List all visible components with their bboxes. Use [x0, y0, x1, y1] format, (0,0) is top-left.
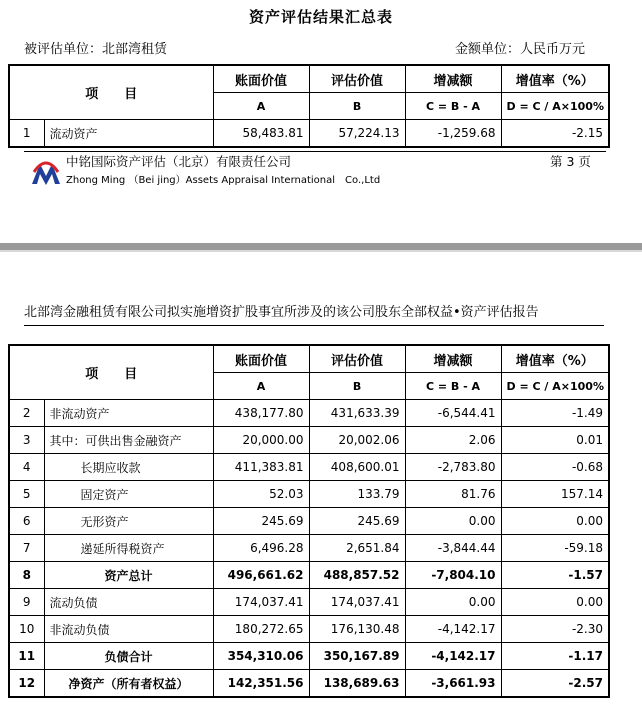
- row-item: 净资产（所有者权益）: [44, 670, 213, 698]
- header-item: 项 目: [9, 65, 213, 120]
- row-appraised: 176,130.48: [309, 616, 405, 643]
- header-code-d: D = C / A×100%: [501, 93, 609, 120]
- row-item: 资产总计: [44, 562, 213, 589]
- header-appraised-value: 评估价值: [309, 345, 405, 373]
- row-book: 411,383.81: [213, 454, 309, 481]
- row-change: 81.76: [405, 481, 501, 508]
- header-rate: 增值率（%）: [501, 65, 609, 93]
- row-appraised: 20,002.06: [309, 427, 405, 454]
- row-appraised: 350,167.89: [309, 643, 405, 670]
- row-book: 6,496.28: [213, 535, 309, 562]
- row-appraised: 2,651.84: [309, 535, 405, 562]
- header-appraised-value: 评估价值: [309, 65, 405, 93]
- row-item: 非流动负债: [44, 616, 213, 643]
- table-row-total: [9, 643, 609, 670]
- row-rate: -1.17: [501, 643, 609, 670]
- row-no: 6: [9, 508, 44, 535]
- row-change: -2,783.80: [405, 454, 501, 481]
- report-header-divider: [24, 325, 604, 326]
- row-change: -1,259.68: [405, 120, 501, 148]
- table-row: [9, 589, 609, 616]
- row-no: 4: [9, 454, 44, 481]
- table-row-total: [9, 670, 609, 698]
- row-appraised: 174,037.41: [309, 589, 405, 616]
- row-appraised: 488,857.52: [309, 562, 405, 589]
- row-rate: 157.14: [501, 481, 609, 508]
- table-row: [9, 400, 609, 427]
- table-row-total: [9, 562, 609, 589]
- row-no: 11: [9, 643, 44, 670]
- row-change: 2.06: [405, 427, 501, 454]
- row-appraised: 431,633.39: [309, 400, 405, 427]
- table-row: [9, 616, 609, 643]
- row-appraised: 57,224.13: [309, 120, 405, 148]
- row-rate: 0.00: [501, 508, 609, 535]
- row-no: 8: [9, 562, 44, 589]
- table-row: [9, 535, 609, 562]
- table-row: [9, 427, 609, 454]
- row-item: 递延所得税资产: [44, 535, 213, 562]
- header-item: 项 目: [9, 345, 213, 400]
- row-no: 7: [9, 535, 44, 562]
- row-item: 非流动资产: [44, 400, 213, 427]
- row-no: 12: [9, 670, 44, 698]
- row-rate: -0.68: [501, 454, 609, 481]
- row-rate: 0.00: [501, 589, 609, 616]
- row-rate: -2.30: [501, 616, 609, 643]
- row-no: 3: [9, 427, 44, 454]
- row-book: 496,661.62: [213, 562, 309, 589]
- company-logo-icon: [30, 158, 62, 186]
- row-no: 10: [9, 616, 44, 643]
- header-book-value: 账面价值: [213, 345, 309, 373]
- row-book: 245.69: [213, 508, 309, 535]
- row-item: 长期应收款: [44, 454, 213, 481]
- row-item: 流动负债: [44, 589, 213, 616]
- row-rate: 0.01: [501, 427, 609, 454]
- row-no: 5: [9, 481, 44, 508]
- page-separator-shadow: [0, 250, 642, 252]
- page-number: 第 3 页: [550, 154, 591, 169]
- row-book: 354,310.06: [213, 643, 309, 670]
- header-code-c: C = B - A: [405, 93, 501, 120]
- row-rate: -59.18: [501, 535, 609, 562]
- row-item: 其中：可供出售金融资产: [44, 427, 213, 454]
- table-row: [9, 454, 609, 481]
- company-name-cn: 中铭国际资产评估（北京）有限责任公司: [66, 154, 292, 169]
- row-change: -6,544.41: [405, 400, 501, 427]
- row-book: 174,037.41: [213, 589, 309, 616]
- row-rate: -2.57: [501, 670, 609, 698]
- page-separator: [0, 243, 642, 250]
- header-code-d: D = C / A×100%: [501, 373, 609, 400]
- header-code-b: B: [309, 93, 405, 120]
- appraised-entity: 被评估单位：北部湾租赁: [24, 42, 168, 57]
- row-appraised: 133.79: [309, 481, 405, 508]
- row-rate: -1.49: [501, 400, 609, 427]
- row-rate: -2.15: [501, 120, 609, 148]
- currency-unit: 金额单位：人民币万元: [455, 42, 586, 57]
- header-code-a: A: [213, 93, 309, 120]
- row-rate: -1.57: [501, 562, 609, 589]
- header-code-c: C = B - A: [405, 373, 501, 400]
- row-item: 负债合计: [44, 643, 213, 670]
- row-change: -7,804.10: [405, 562, 501, 589]
- row-appraised: 245.69: [309, 508, 405, 535]
- summary-table-page1: [8, 64, 610, 148]
- row-book: 52.03: [213, 481, 309, 508]
- row-book: 58,483.81: [213, 120, 309, 148]
- report-header: 北部湾金融租赁有限公司拟实施增资扩股事宜所涉及的该公司股东全部权益•资产评估报告: [24, 305, 539, 320]
- row-item: 流动资产: [44, 120, 213, 148]
- row-no: 2: [9, 400, 44, 427]
- table-row: [9, 481, 609, 508]
- row-item: 无形资产: [44, 508, 213, 535]
- header-rate: 增值率（%）: [501, 345, 609, 373]
- row-change: -3,844.44: [405, 535, 501, 562]
- header-code-b: B: [309, 373, 405, 400]
- row-item: 固定资产: [44, 481, 213, 508]
- page-title: 资产评估结果汇总表: [248, 8, 393, 26]
- header-change: 增减额: [405, 65, 501, 93]
- table-row: [9, 120, 609, 148]
- row-book: 20,000.00: [213, 427, 309, 454]
- row-no: 1: [9, 120, 44, 148]
- header-book-value: 账面价值: [213, 65, 309, 93]
- row-book: 142,351.56: [213, 670, 309, 698]
- row-book: 180,272.65: [213, 616, 309, 643]
- row-book: 438,177.80: [213, 400, 309, 427]
- row-no: 9: [9, 589, 44, 616]
- row-change: 0.00: [405, 589, 501, 616]
- header-code-a: A: [213, 373, 309, 400]
- header-change: 增减额: [405, 345, 501, 373]
- row-change: -3,661.93: [405, 670, 501, 698]
- row-change: 0.00: [405, 508, 501, 535]
- summary-table-page2: [8, 344, 610, 698]
- row-change: -4,142.17: [405, 616, 501, 643]
- table-row: [9, 508, 609, 535]
- company-name-en: Zhong Ming （Bei jing）Assets Appraisal International Co.,Ltd: [66, 175, 381, 186]
- row-change: -4,142.17: [405, 643, 501, 670]
- row-appraised: 408,600.01: [309, 454, 405, 481]
- row-appraised: 138,689.63: [309, 670, 405, 698]
